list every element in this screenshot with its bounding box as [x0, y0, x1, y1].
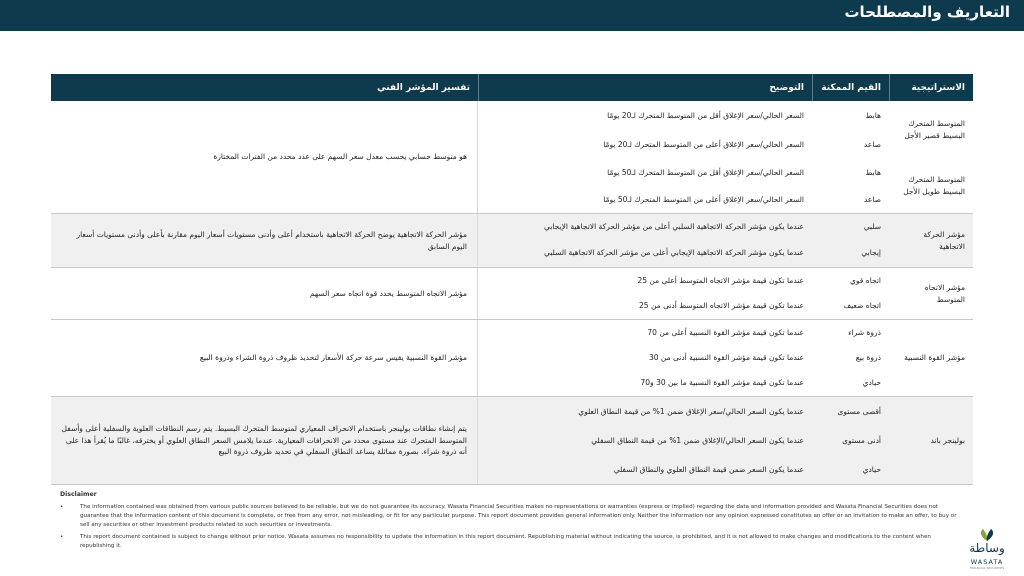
possible-value: صاعد — [863, 139, 881, 149]
description: السعر الحالي/سعر الإغلاق أعلى من المتوسط المتحرك لـ20 يومًا — [603, 139, 804, 149]
description: عندما تكون قيمة مؤشر القوة النسبية أدنى من 30 — [648, 352, 804, 362]
table-row-group-sma — [51, 101, 973, 214]
disclaimer — [60, 490, 965, 554]
column-header-description: التوضيح — [478, 74, 812, 101]
description: عندما تكون قيمة مؤشر الاتجاه المتوسط أعلى من 25 — [637, 275, 804, 285]
possible-value: ذروة بيع — [855, 352, 881, 362]
possible-value: ذروة شراء — [848, 327, 881, 337]
description: السعر الحالي/سعر الإغلاق أعلى من المتوسط المتحرك لـ50 يومًا — [603, 194, 804, 204]
interpretation: يتم إنشاء نطاقات بولينجر باستخدام الانحراف المعياري لمتوسط المتحرك البسيط. يتم رسم النطاقات العلوية والسفلية أعلى وأسفل المتوسط المتحرك عند مستوى محدد من الانحرافات المعيارية. عندما يلامس السعر النطاق العلوي أو يخترقه، غالبًا ما يُقرأ هذا على أنه ذروة شراء. بصورة مماثلة يساعد النطاق السفلي في تحديد ظروف ذروة البيع — [51, 397, 478, 484]
column-header-possible-values: القيم الممكنة — [812, 74, 889, 101]
wasata-logo — [962, 527, 1012, 571]
table-row-group-rsi — [51, 320, 973, 397]
description: عندما يكون مؤشر الحركة الاتجاهية الإيجابي أعلى من مؤشر الحركة الاتجاهية السلبي — [544, 248, 804, 258]
logo-english: WASATA — [970, 558, 1004, 566]
description: عندما يكون مؤشر الحركة الاتجاهية السلبي أعلى من مؤشر الحركة الاتجاهية الإيجابي — [544, 222, 804, 232]
strategy-name: مؤشر الحركة الاتجاهية — [923, 229, 965, 251]
strategy-name: مؤشر القوة النسبية — [904, 353, 965, 363]
description: عندما تكون قيمة مؤشر القوة النسبية ما بين 30 و70 — [640, 377, 804, 387]
interpretation: مؤشر الاتجاه المتوسط يحدد قوة اتجاه سعر السهم — [51, 268, 478, 319]
strategy-block — [478, 101, 973, 159]
disclaimer-title: Disclaimer — [60, 491, 97, 498]
page-header — [0, 0, 1024, 31]
possible-value: هابط — [865, 167, 881, 177]
description: السعر الحالي/سعر الإغلاق أقل من المتوسط المتحرك لـ20 يومًا — [607, 110, 804, 120]
possible-value: اتجاه قوي — [850, 275, 881, 285]
possible-value: حيادي — [862, 464, 881, 474]
possible-value: إيجابي — [861, 248, 881, 258]
strategy-name: المتوسط المتحرك البسيط طويل الأجل — [903, 175, 965, 196]
interpretation: مؤشر الحركة الاتجاهية يوضح الحركة الاتجاهية باستخدام أعلى وأدنى مستويات أسعار اليوم مقارنة بأعلى وأدنى مستويات أسعار اليوم السابق — [51, 214, 478, 267]
definitions-table — [51, 74, 973, 485]
disclaimer-item — [60, 503, 965, 530]
description: عندما يكون السعر ضمن قيمة النطاق العلوي والنطاق السفلي — [613, 464, 804, 474]
table-row-group-bollinger — [51, 397, 973, 485]
description: عندما تكون قيمة مؤشر الاتجاه المتوسط أدنى من 25 — [639, 300, 804, 310]
table-header — [51, 74, 973, 101]
strategy-name: مؤشر الاتجاه المتوسط — [924, 282, 965, 304]
column-header-interpretation: تفسير المؤشر الفني — [377, 82, 470, 93]
possible-value: صاعد — [863, 194, 881, 204]
disclaimer-text: The information contained was obtained from various public sources believed to be reliable, but we do not guarantee its accuracy. Wasata Financial Securities makes no representations or warranties (express or implied) regarding the data and information provided and Wasata Financial Securities does not guarantee that the information content of this document is complete, or free from any error, not misleading, or fit for any particular purpose. This report document provides general information only. Neither the information nor any opinion expressed constitutes an offer or an invitation to make an offer, to buy or sell any securities or other investment products related to such securities or investments. — [80, 504, 957, 529]
possible-value: اتجاه ضعيف — [843, 300, 881, 310]
description: عندما يكون السعر الحالي/الإغلاق ضمن 1% من قيمة النطاق السفلي — [591, 435, 804, 445]
description: السعر الحالي/سعر الإغلاق أقل من المتوسط المتحرك لـ50 يومًا — [607, 167, 804, 177]
interpretation: هو متوسط حسابي يحسب معدل سعر السهم على عدد محدد من الفترات المختارة — [51, 101, 478, 213]
page-title: التعاريف والمصطلحات — [844, 3, 1010, 21]
strategy-block — [478, 159, 973, 213]
possible-value: هابط — [865, 110, 881, 120]
bullet: • — [60, 504, 64, 511]
possible-value: حيادي — [862, 377, 881, 387]
table-row-group-adx — [51, 268, 973, 320]
logo-arabic: وساطة — [969, 541, 1005, 555]
possible-value: أدنى مستوى — [842, 435, 881, 445]
description: عندما يكون السعر الحالي/سعر الإغلاق ضمن 1% من قيمة النطاق العلوي — [578, 406, 804, 416]
strategy-name: المتوسط المتحرك البسيط قصير الأجل — [904, 119, 965, 140]
interpretation: مؤشر القوة النسبية يقيس سرعة حركة الأسعار لتحديد ظروف ذروة الشراء وذروة البيع — [51, 320, 478, 396]
disclaimer-item — [60, 533, 965, 551]
table-row-group-dmi — [51, 214, 973, 268]
strategy-name: بولينجر باند — [930, 435, 965, 445]
possible-value: سلبي — [863, 222, 881, 232]
logo-tagline: FINANCIAL SECURITIES — [969, 566, 1005, 570]
column-header-strategy: الاستراتيجية — [889, 74, 973, 101]
disclaimer-text: This report document contained is subject to change without prior notice. Wasata assumes no responsibility to update the information in this report document. Republishing material without indicating the source, is prohibited, and it is not allowed to make changes and modifications to the content when republishing it. — [80, 534, 931, 550]
possible-value: أقصى مستوى — [837, 406, 881, 416]
description: عندما تكون قيمة مؤشر القوة النسبية أعلى من 70 — [647, 327, 804, 337]
bullet: • — [60, 534, 64, 541]
